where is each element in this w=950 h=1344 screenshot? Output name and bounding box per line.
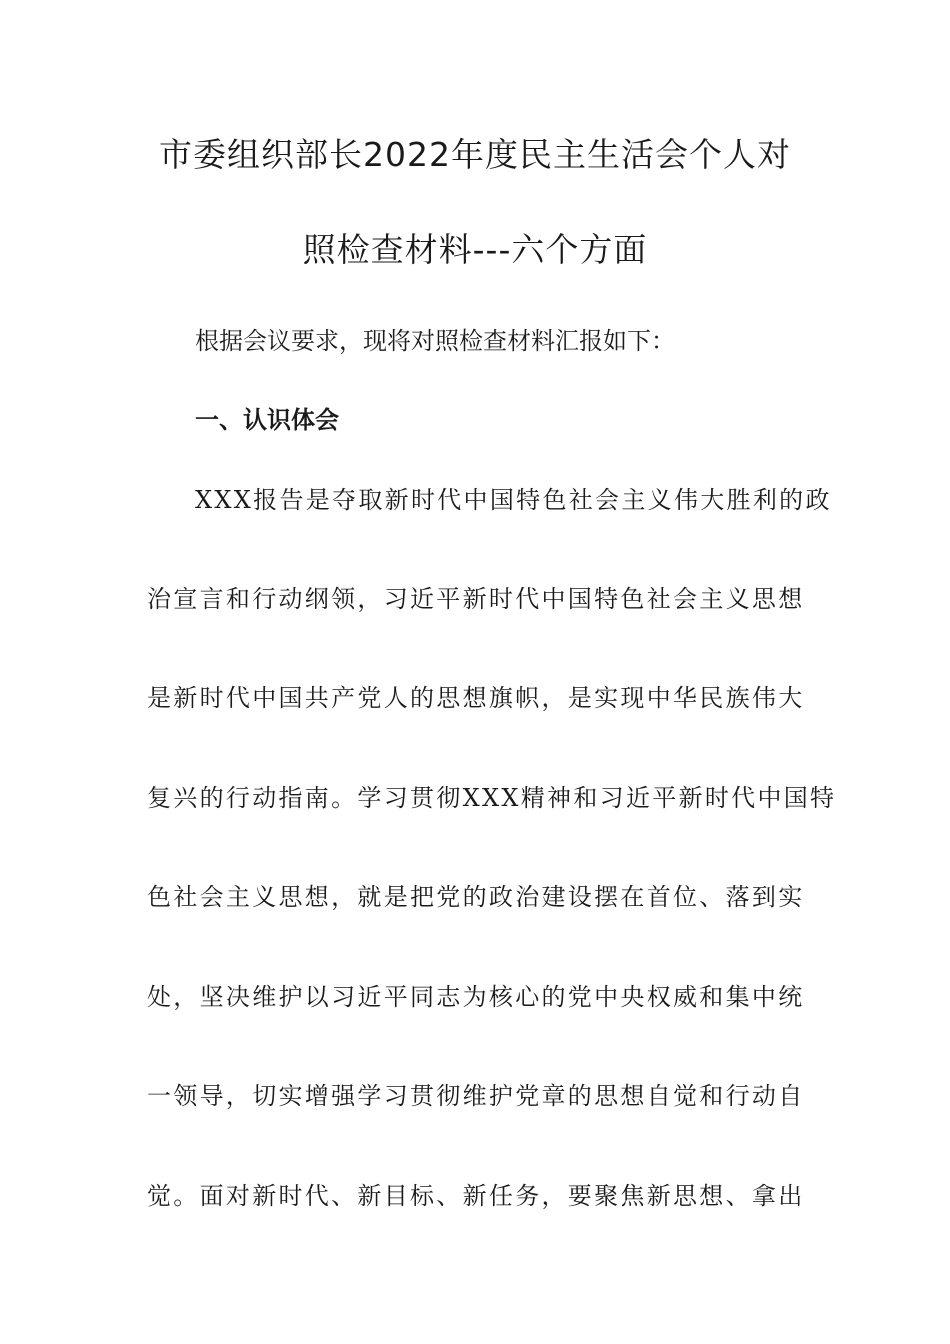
body-text-line: XXX报告是夺取新时代中国特色社会主义伟大胜利的政	[195, 486, 832, 514]
document-title-line-1: 市委组织部长2022年度民主生活会个人对	[159, 135, 791, 174]
section-heading: 一、认识体会	[195, 406, 339, 434]
body-text-line: 处，坚决维护以习近平同志为核心的党中央权威和集中统	[147, 983, 805, 1011]
body-text-line: 色社会主义思想，就是把党的政治建设摆在首位、落到实	[147, 883, 805, 911]
body-text-line: 是新时代中国共产党人的思想旗帜，是实现中华民族伟大	[147, 684, 805, 712]
body-text-line: 觉。面对新时代、新目标、新任务，要聚焦新思想、拿出	[147, 1182, 805, 1210]
body-text-line: 治宣言和行动纲领，习近平新时代中国特色社会主义思想	[147, 585, 805, 613]
intro-paragraph: 根据会议要求，现将对照检查材料汇报如下：	[195, 327, 675, 355]
document-title-line-2: 照检查材料---六个方面	[302, 230, 648, 269]
body-text-line: 复兴的行动指南。学习贯彻XXX精神和习近平新时代中国特	[147, 784, 837, 812]
body-text-line: 一领导，切实增强学习贯彻维护党章的思想自觉和行动自	[147, 1082, 805, 1110]
